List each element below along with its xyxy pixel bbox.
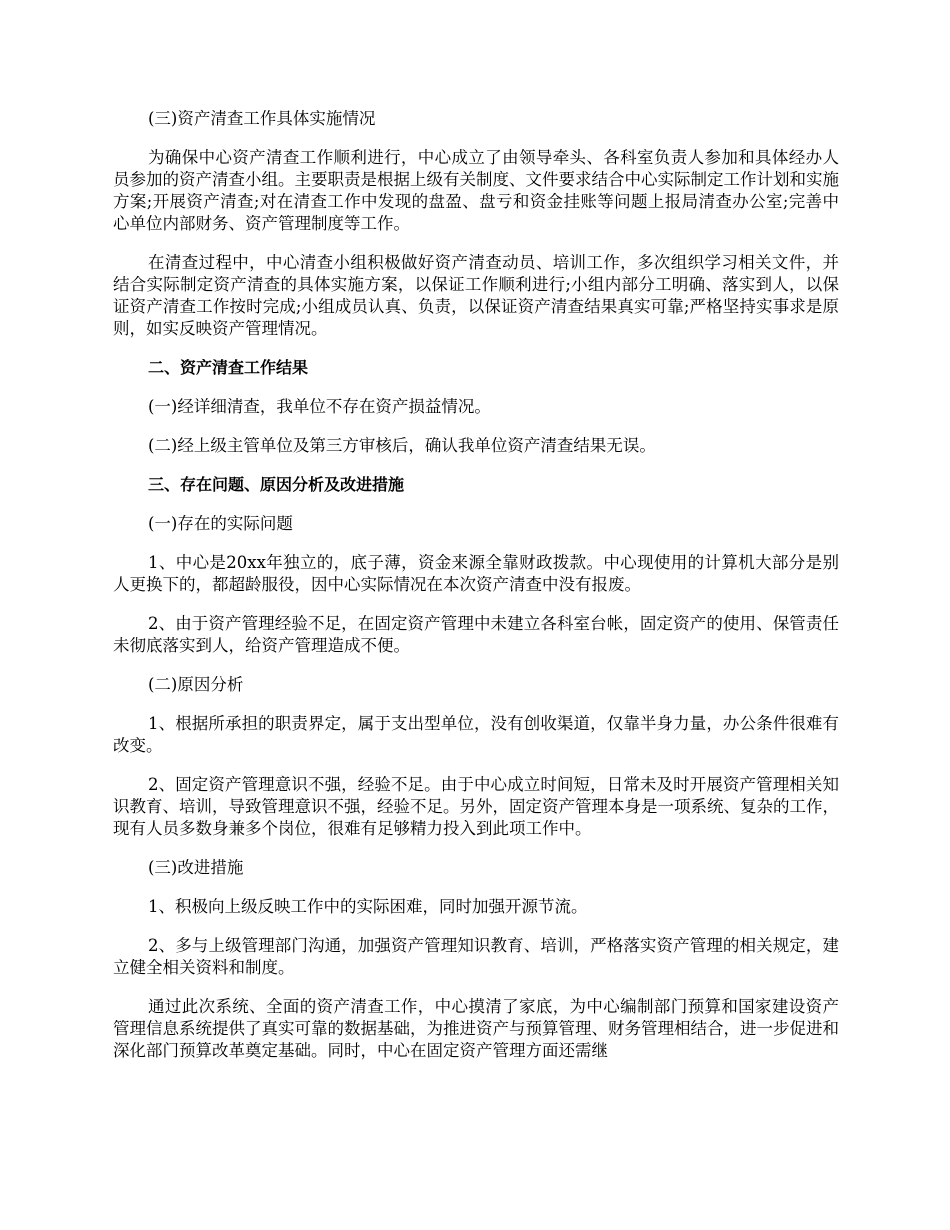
section-subheading: (三)资产清查工作具体实施情况 <box>148 109 376 128</box>
body-paragraph: 2、多与上级管理部门沟通，加强资产管理知识教育、培训，严格落实资产管理的相关规定，建立健全相关资料和制度。 <box>113 936 839 977</box>
section-subheading: (三)改进措施 <box>148 858 244 877</box>
body-paragraph: (一)经详细清查，我单位不存在资产损益情况。 <box>148 397 491 416</box>
body-paragraph: 在清查过程中，中心清查小组积极做好资产清查动员、培训工作，多次组织学习相关文件，并结合实际制定资产清查的具体实施方案，以保证工作顺利进行;小组内部分工明确、落实到人，以保证资产清查工作按时完成;小组成员认真、负责，以保证资产清查结果真实可靠;严格坚持实事求是原则，如实反映资产管理情况。 <box>113 253 839 338</box>
body-paragraph: 2、固定资产管理意识不强，经验不足。由于中心成立时间短，日常未及时开展资产管理相关知识教育、培训，导致管理意识不强，经验不足。另外，固定资产管理本身是一项系统、复杂的工作，现有人员多数身兼多个岗位，很难有足够精力投入到此项工作中。 <box>113 775 839 838</box>
body-paragraph: 1、根据所承担的职责界定，属于支出型单位，没有创收渠道，仅靠半身力量，办公条件很难有改变。 <box>113 714 839 755</box>
section-heading: 三、存在问题、原因分析及改进措施 <box>148 475 405 494</box>
section-subheading: (一)存在的实际问题 <box>148 514 293 533</box>
body-paragraph: 1、积极向上级反映工作中的实际困难，同时加强开源节流。 <box>148 897 588 916</box>
section-heading: 二、资产清查工作结果 <box>148 358 309 377</box>
document-page <box>113 108 839 1079</box>
body-paragraph: (二)经上级主管单位及第三方审核后，确认我单位资产清查结果无误。 <box>148 436 656 455</box>
section-subheading: (二)原因分析 <box>148 675 244 694</box>
body-paragraph: 2、由于资产管理经验不足，在固定资产管理中未建立各科室台帐，固定资产的使用、保管责任未彻底落实到人，给资产管理造成不便。 <box>113 614 839 655</box>
body-paragraph: 1、中心是20xx年独立的，底子薄，资金来源全靠财政拨款。中心现使用的计算机大部分是别人更换下的，都超龄服役，因中心实际情况在本次资产清查中没有报废。 <box>113 553 839 594</box>
body-paragraph: 为确保中心资产清查工作顺利进行，中心成立了由领导牵头、各科室负责人参加和具体经办人员参加的资产清查小组。主要职责是根据上级有关制度、文件要求结合中心实际制定工作计划和实施方案;开展资产清查;对在清查工作中发现的盘盈、盘亏和资金挂账等问题上报局清查办公室;完善中心单位内部财务、资产管理制度等工作。 <box>113 148 839 233</box>
body-paragraph: 通过此次系统、全面的资产清查工作，中心摸清了家底，为中心编制部门预算和国家建设资产管理信息系统提供了真实可靠的数据基础，为推进资产与预算管理、财务管理相结合，进一步促进和深化部门预算改革奠定基础。同时，中心在固定资产管理方面还需继 <box>113 997 839 1060</box>
